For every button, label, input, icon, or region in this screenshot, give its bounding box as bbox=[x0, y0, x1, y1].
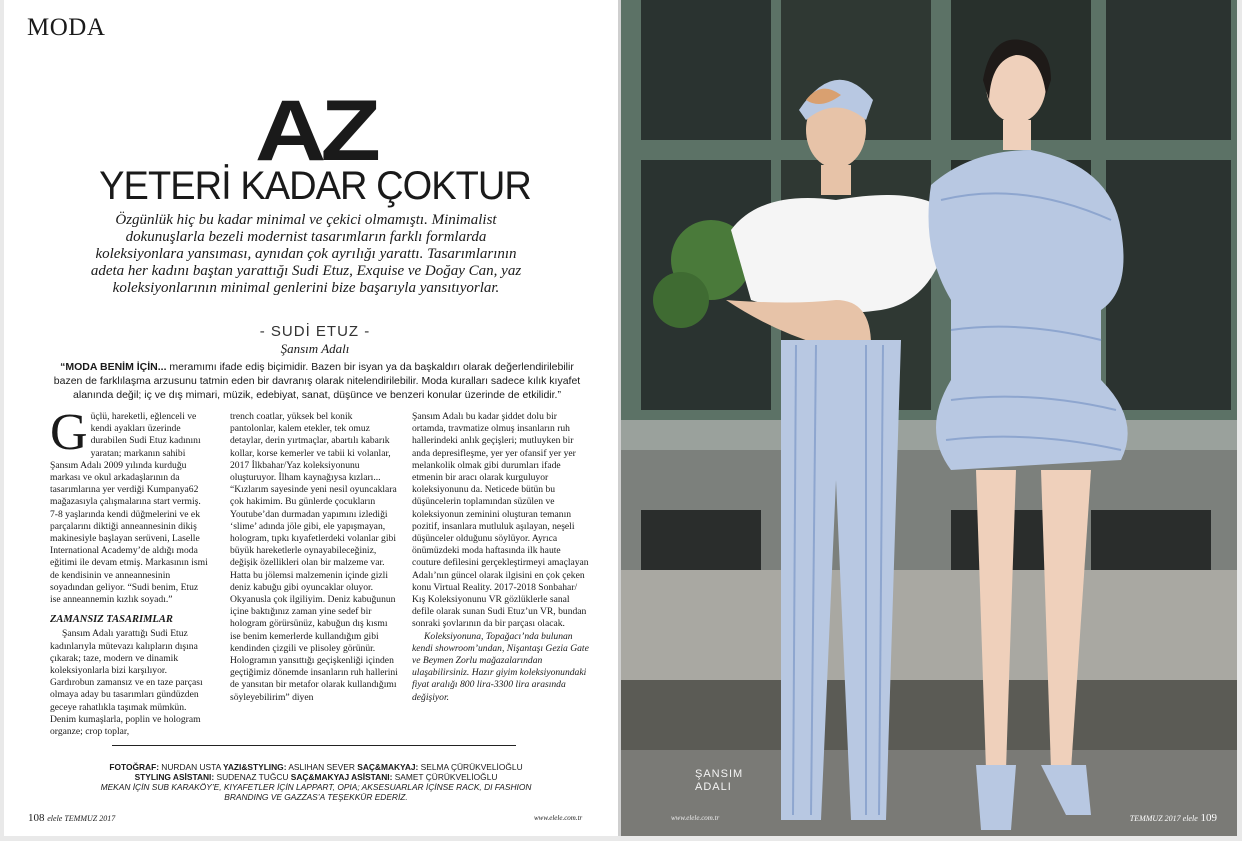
model-name: Şansım Adalı bbox=[280, 341, 350, 356]
article-column-1 bbox=[50, 404, 210, 738]
pull-quote bbox=[48, 360, 586, 402]
intro-paragraph: Özgünlük hiç bu kadar minimal ve çekici olmamıştı. Minimalist dokunuşlarla bezeli modernist tasarımların farklı formlarda koleksiyonlara yansıması, aynıdan çok ayrılığı yarattı. Tasarımlarının adeta her kadını baştan yarattığı Sudi Etuz, Exquise ve Doğay Can, yaz koleksiyonlarının minimal genlerini bize başarıyla yansıtıyorlar. bbox=[90, 212, 522, 296]
section-label: MODA bbox=[27, 14, 106, 41]
designer-name: - SUDİ ETUZ - bbox=[259, 323, 371, 340]
headline-sub: YETERİ KADAR ÇOKTUR bbox=[99, 164, 531, 208]
page-number-right bbox=[1130, 812, 1217, 824]
plant bbox=[653, 272, 709, 328]
article-column-2 bbox=[230, 411, 400, 704]
fashion-photo bbox=[621, 0, 1237, 836]
issue-label: elele TEMMUZ 2017 bbox=[47, 814, 116, 823]
curb bbox=[621, 680, 1237, 750]
website-url: www.elele.com.tr bbox=[534, 814, 583, 822]
divider bbox=[112, 745, 516, 746]
thanks-line: MEKAN İÇİN SUB KARAKÖY’E, KIYAFETLER İÇİN LAPPART, OPIA; AKSESUARLAR İÇİNSE RACK, DI FASHION BRANDING VE GAZZAS’A TEŞEKKÜR EDERİZ. bbox=[100, 782, 532, 802]
drop-cap: G bbox=[50, 404, 88, 461]
photo-credits bbox=[96, 762, 536, 802]
quote-text: meramımı ifade ediş biçimidir. Bazen bir isyan ya da başkaldırı olarak değerlendirilebilir bazen de farklılaşma arzusunu tatmin eden bir davranış olarak nitelendirilebilir. Moda kuralları sadece kılık kıyafet alanında değil; iç ve dış mimari, müzik, edebiyat, sanat, düşünce ve benzeri konular üzerinde de etkilidir.” bbox=[53, 361, 581, 401]
column-1-paragraph-1: üçlü, hareketli, eğlenceli ve kendi ayakları üzerinde durabilen Sudi Etuz kadınını yaratan; markanın sahibi Şansım Adalı 2009 yılında kurduğu markası ve okul arkadaşlarının da tasarımlarına yer verdiği Kumpanya62 mağazasıyla çalışmalarına start vermiş. 7-8 yaşlarında kendi düğmelerini ve ek parçalarını diktiği anneannesinin dikiş makinesiyle başlayan serüveni, Laselle International Academy’de aldığı moda eğitimi ile devam etmiş. Markasının ismi de kendisinin ve anneannesinin soyadından geliyor. “Sudi benim, Etuz ise anneannemin kızlık soyadı.” bbox=[50, 411, 208, 606]
credit-label: FOTOĞRAF: bbox=[109, 762, 159, 772]
page-number: 108 bbox=[28, 812, 45, 824]
credit-label: SAÇ&MAKYAJ ASİSTANI: bbox=[290, 772, 393, 782]
credit-value: ASLIHAN SEVER bbox=[286, 762, 358, 772]
column-3-paragraph-1: Şansım Adalı bu kadar şiddet dolu bir ortamda, travmatize olmuş insanların ruh hallerindeki anlık geçişleri; mutluyken bir anda depresifleşme, yer yer ofansif yer yer melankolik olmak gibi durumları ifade etmenin bir aracı olarak kurguluyor koleksiyonunu da. Neticede bütün bu düşüncelerin toplamından süzülen ve koleksiyonun zeminini oluşturan temanın pozitif, insanlara mutluluk aşılayan, neşeli düşünceler olduğunu söylüyor. Ayrıca önümüzdeki moda haftasında ilk haute couture defilesini gerçekleştirmeyi amaçlayan Adalı’nın güncel olarak ilgisini en çok çeken konu Virtual Reality. 2017-2018 Sonbahar/ Kış Koleksiyonunu VR gözlüklerle sanal defile olarak sunan Sudi Etuz’un VR, bundan sonraki şovlarının da bir parçası olacak. bbox=[412, 411, 589, 630]
quote-lead: “MODA BENİM İÇİN... bbox=[60, 361, 167, 373]
credit-value: SAMET ÇÜRÜKVELİOĞLU bbox=[392, 772, 498, 782]
website-url: www.elele.com.tr bbox=[671, 814, 720, 822]
column-3-paragraph-2: Koleksiyonuna, Topağacı’nda bulunan kendi showroom’undan, Nişantaşı Gezia Gate ve Beymen Zorlu mağazalarından ulaşabilirsiniz. Hazır giyim koleksiyonundaki fiyat aralığı 800 lira-3300 lira arasında değişiyor. bbox=[412, 630, 589, 703]
credit-label: YAZI&STYLING: bbox=[223, 762, 287, 772]
credit-value: SUDENAZ TUĞCU bbox=[214, 772, 291, 782]
photo-caption bbox=[695, 768, 743, 794]
column-2-paragraph-1: trench coatlar, yüksek bel konik pantolonlar, kalem etekler, tek omuz detaylar, derin yırtmaçlar, abartılı kabarık kollar, korse kemerler ve tabii ki volanlar, 2017 İlkbahar/Yaz koleksiyonunu oluşturuyor. İlham kaynağıysa kızları... “Kızlarım sayesinde yeni nesil oyuncaklara çok hakimim. Bu günlerde çocukların Youtube’dan durmadan yapımını izlediği ‘slime’ adında jöle gibi, ele yapışmayan, hologram, tıpkı kıyafetlerdeki volanlar gibi büyük hareketlerle oynayabileceğiniz, değişik özellikleri olan bir malzeme var. Hatta bu jölemsi malzemenin içinde gizli deniz kabuğu gibi oyuncaklar oluyor. Okyanusla çok ilgiliyim. Deniz kabuğunun içine baktığınız zaman yine sedef bir hologram görürsünüz, kabuğun dış kısmı ise benim kemerlerde kullandığım gibi kendinden çizgili ve plisoley görünür. Hologramın yansıttığı geçişkenliği içinden geçtiğimiz dönemde insanların ruh hallerini de yansıtan bir metafor olarak kullandığımı söyleyebilirim” diyen bbox=[230, 411, 398, 703]
credit-value: SELMA ÇÜRÜKVELİOĞLU bbox=[418, 762, 523, 772]
window-sill bbox=[621, 420, 1237, 450]
page-number-left bbox=[28, 812, 115, 824]
issue-label: TEMMUZ 2017 elele bbox=[1129, 814, 1198, 823]
credit-label: SAÇ&MAKYAJ: bbox=[357, 762, 419, 772]
credit-value: NURDAN USTA bbox=[158, 762, 224, 772]
right-page bbox=[621, 0, 1237, 836]
page-number: 109 bbox=[1200, 812, 1217, 824]
article-column-3 bbox=[412, 411, 590, 704]
caption-line: ADALI bbox=[695, 781, 732, 793]
left-page bbox=[4, 0, 618, 836]
credit-label: STYLING ASİSTANI: bbox=[134, 772, 215, 782]
subheading: ZAMANSIZ TASARIMLAR bbox=[50, 614, 173, 626]
headline-main: AZ bbox=[254, 83, 376, 179]
caption-line: ŞANSIM bbox=[695, 768, 744, 780]
sidewalk bbox=[621, 570, 1237, 680]
column-1-paragraph-2: Şansım Adalı yarattığı Sudi Etuz kadınlarıyla mütevazı kalıpların dışına çıkarak; taze, modern ve dinamik koleksiyonlarla bizi karşılıyor. Gardırobun zamansız ve en taze parçası olmaya aday bu tasarımları gündüzden geceye rahatlıkla taşımak mümkün. Denim kumaşlarla, poplin ve hologram organze; crop toplar, bbox=[50, 628, 203, 738]
